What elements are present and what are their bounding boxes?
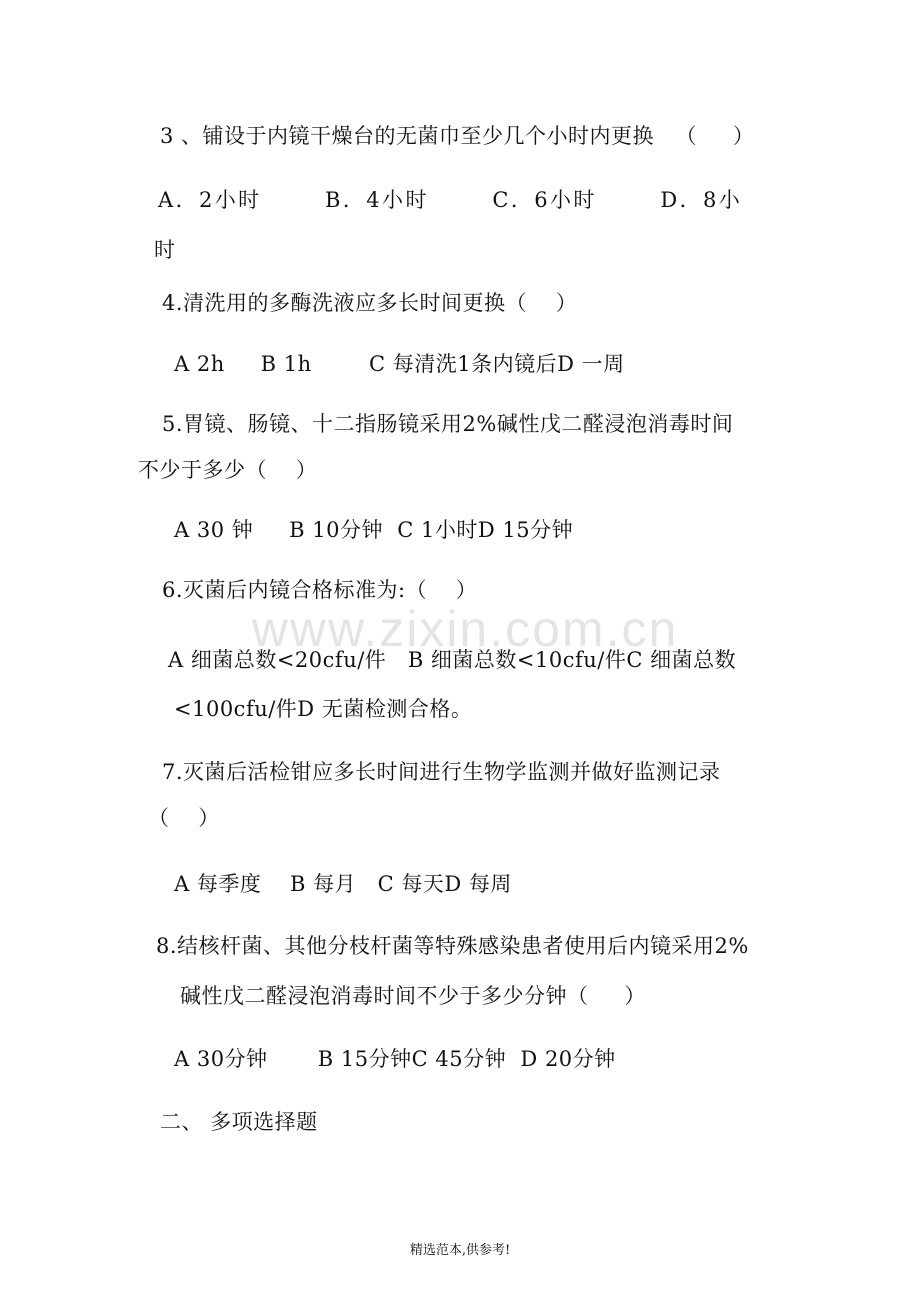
question-5-stem: 5.胃镜、肠镜、十二指肠镜采用2%碱性戊二醛浸泡消毒时间: [162, 412, 734, 436]
question-8-options: A 30分钟 B 15分钟C 45分钟 D 20分钟: [174, 1047, 616, 1071]
question-8-stem-wrap: 碱性戊二醛浸泡消毒时间不少于多少分钟（ ）: [180, 984, 646, 1008]
question-7-options: A 每季度 B 每月 C 每天D 每周: [174, 872, 512, 896]
question-7-stem-wrap: （ ）: [148, 806, 220, 830]
question-4-options: A 2h B 1h C 每清洗1条内镜后D 一周: [174, 352, 625, 376]
section-heading: 二、 多项选择题: [160, 1110, 318, 1134]
question-5-stem-wrap: 不少于多少（ ）: [138, 458, 318, 482]
watermark: www.zixin.com.cn: [251, 601, 679, 657]
page-footer: 精选范本,供参考!: [409, 1243, 511, 1258]
question-4-stem: 4.清洗用的多酶洗液应多长时间更换（ ）: [162, 291, 578, 315]
question-5-options: A 30 钟 B 10分钟 C 1小时D 15分钟: [174, 518, 574, 542]
question-3-stem: 3 、铺设于内镜干燥台的无菌巾至少几个小时内更换 （ ）: [160, 124, 755, 148]
question-8-stem: 8.结核杆菌、其他分枝杆菌等特殊感染患者使用后内镜采用2%: [156, 934, 749, 958]
question-3-options: A．2小时 B．4小时 C．6小时 D．8小: [158, 188, 743, 212]
question-3-options-wrap: 时: [154, 238, 176, 262]
question-6-stem: 6.灭菌后内镜合格标准为:（ ）: [162, 578, 478, 602]
question-7-stem: 7.灭菌后活检钳应多长时间进行生物学监测并做好监测记录: [162, 760, 721, 784]
question-6-options: A 细菌总数<20cfu/件 B 细菌总数<10cfu/件C 细菌总数: [168, 648, 737, 672]
question-6-options-wrap: <100cfu/件D 无菌检测合格。: [174, 697, 473, 721]
